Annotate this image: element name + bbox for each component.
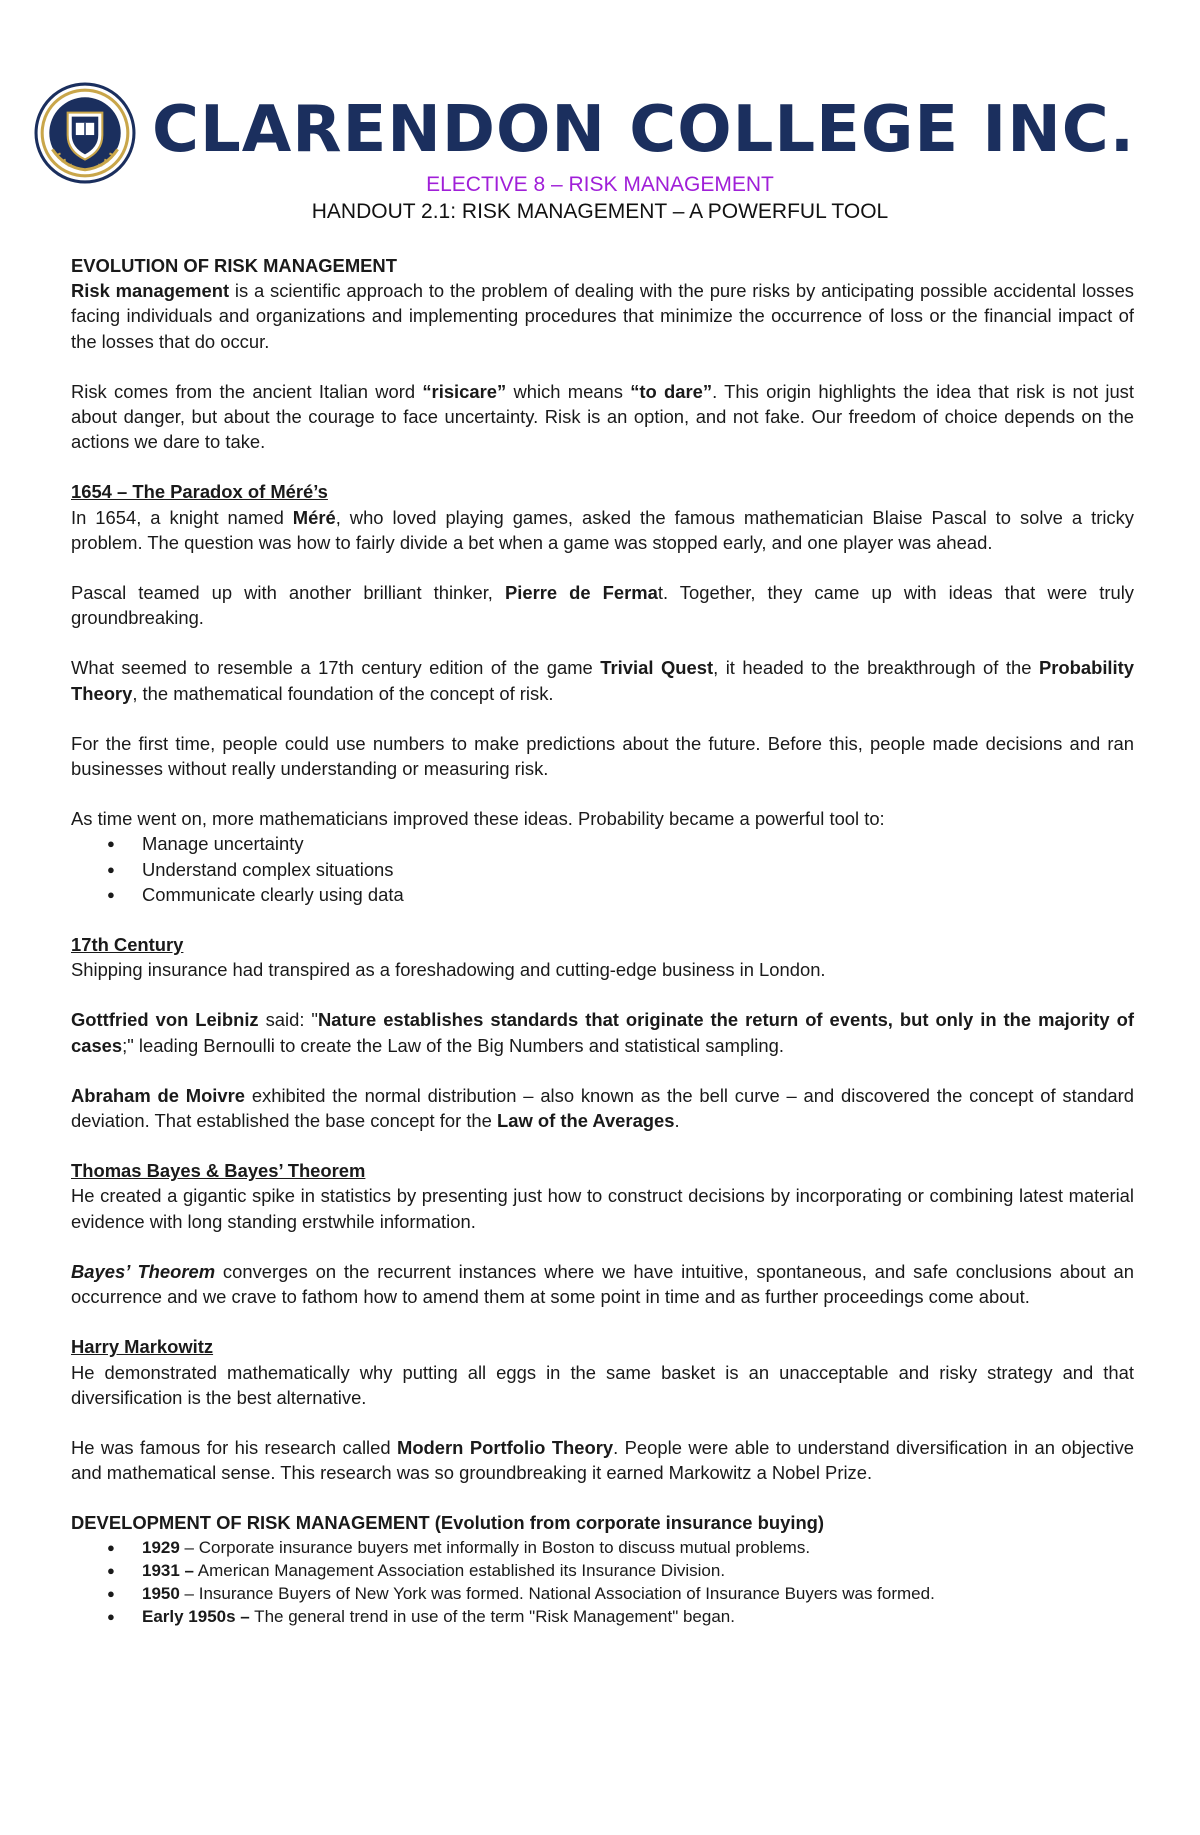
section-heading: Thomas Bayes & Bayes’ Theorem: [71, 1160, 366, 1182]
paragraph: [71, 1007, 1134, 1057]
section-heading: DEVELOPMENT OF RISK MANAGEMENT (Evolution from corporate insurance buying): [71, 1512, 825, 1534]
term-probability-theory: Probability Theory: [71, 657, 1135, 704]
term-risk-management: Risk management: [71, 280, 230, 302]
section-heading: EVOLUTION OF RISK MANAGEMENT: [71, 255, 397, 276]
paragraph: [71, 1435, 1134, 1485]
paragraph: [71, 379, 1134, 455]
text-run: . People were able to understand diversification in an objective and mathematical sense. This research was so groundbreaking it earned Markowitz a Nobel Prize.: [71, 1436, 1134, 1484]
text-run: .: [674, 1110, 680, 1132]
text-run: t. Together, they came up with ideas that were truly groundbreaking.: [71, 582, 1134, 629]
paragraph: He demonstrated mathematically why putting all eggs in the same basket is an unacceptable and risky strategy and that diversification is the best alternative.: [71, 1361, 1134, 1408]
paragraph: He created a gigantic spike in statistics by presenting just how to construct decisions by incorporating or combining latest material evidence with long standing erstwhile information.: [71, 1185, 1134, 1232]
term-trivial-quest: Trivial Quest: [600, 657, 714, 679]
quote-leibniz: Nature establishes standards that originate the return of events, but only in the majority of cases: [71, 1009, 1134, 1056]
paragraph: [71, 580, 1134, 630]
text-run: Pascal teamed up with another brilliant thinker,: [71, 582, 505, 604]
timeline-text: The general trend in use of the term "Risk Management" began.: [249, 1606, 735, 1626]
term-to-dare: “to dare”: [630, 380, 713, 402]
text-run: ;" leading Bernoulli to create the Law of the Big Numbers and statistical sampling.: [122, 1034, 784, 1056]
paragraph: [71, 1083, 1134, 1133]
section-heading: 17th Century: [71, 934, 184, 956]
bullet-list: [71, 831, 1134, 907]
name-leibniz: Gottfried von Leibniz: [71, 1009, 259, 1031]
timeline-item: [71, 1559, 1134, 1582]
paragraph: As time went on, more mathematicians improved these ideas. Probability became a powerful tool to:: [71, 808, 885, 830]
list-item: ● Communicate clearly using data: [71, 882, 1134, 907]
term-risicare: “risicare”: [422, 380, 507, 402]
paragraph: [71, 278, 1134, 354]
text-run: . This origin highlights the idea that risk is not just about danger, but about the courage to face uncertainty. Risk is an option, and not fake. Our freedom of choice depends on the actions we dare to take.: [71, 380, 1134, 453]
text-run: He was famous for his research called: [71, 1436, 397, 1458]
college-seal-icon: [34, 82, 136, 184]
section-heading: 1654 – The Paradox of Méré’s: [71, 481, 328, 503]
college-header: [34, 78, 1174, 186]
text-run: which means: [506, 380, 631, 402]
text-run: Risk comes from the ancient Italian word: [71, 380, 423, 402]
text-run: In 1654, a knight named: [71, 506, 293, 528]
handout-titles: [0, 172, 1200, 226]
timeline-text: – Insurance Buyers of New York was formed. National Association of Insurance Buyers was formed.: [179, 1583, 935, 1603]
term-modern-portfolio-theory: Modern Portfolio Theory: [397, 1436, 614, 1458]
text-run: is a scientific approach to the problem of dealing with the pure risks by anticipating possible accidental losses facing individuals and organizations and implementing procedures that minimize the occurrence of loss or the financial impact of the losses that do occur.: [71, 280, 1134, 352]
timeline-year: 1950: [142, 1583, 180, 1603]
timeline-item: [71, 1582, 1134, 1605]
name-mere: Méré: [292, 506, 336, 528]
section-heading: Harry Markowitz: [71, 1336, 214, 1358]
timeline-year: 1931 –: [142, 1560, 194, 1580]
term-bayes-theorem: Bayes’ Theorem: [71, 1260, 216, 1282]
paragraph: [71, 505, 1134, 555]
paragraph: Shipping insurance had transpired as a foreshadowing and cutting-edge business in London.: [71, 959, 826, 981]
text-run: , it headed to the breakthrough of the: [713, 657, 1039, 679]
handout-body: [71, 253, 1134, 1628]
text-run: exhibited the normal distribution – also known as the bell curve – and discovered the concept of standard deviation. That established the base concept for the: [71, 1084, 1134, 1132]
timeline-year: Early 1950s –: [142, 1606, 250, 1626]
college-name: CLARENDON COLLEGE INC.: [152, 93, 1136, 167]
timeline-text: American Management Association established its Insurance Division.: [194, 1560, 726, 1580]
text-run: said: ": [258, 1009, 318, 1031]
paragraph: [71, 1259, 1134, 1309]
paragraph: [71, 655, 1134, 705]
timeline-item: [71, 1605, 1134, 1628]
list-item: ● Understand complex situations: [71, 857, 1134, 882]
timeline-item: [71, 1536, 1134, 1559]
text-run: converges on the recurrent instances where we have intuitive, spontaneous, and safe conclusions about an occurrence and we crave to fathom how to amend them at some point in time and as further proceedings come about.: [71, 1260, 1134, 1308]
list-item: ● Manage uncertainty: [71, 831, 1134, 856]
term-law-of-averages: Law of the Averages: [497, 1110, 675, 1132]
handout-title: HANDOUT 2.1: RISK MANAGEMENT – A POWERFUL TOOL: [311, 200, 889, 223]
text-run: , who loved playing games, asked the famous mathematician Blaise Pascal to solve a tricky problem. The question was how to fairly divide a bet when a game was stopped early, and one player was ahead.: [71, 506, 1134, 553]
name-de-moivre: Abraham de Moivre: [71, 1084, 246, 1106]
timeline-list: [71, 1536, 1134, 1628]
timeline-text: – Corporate insurance buyers met informally in Boston to discuss mutual problems.: [179, 1537, 811, 1557]
text-run: , the mathematical foundation of the concept of risk.: [132, 682, 554, 704]
course-title: ELECTIVE 8 – RISK MANAGEMENT: [426, 173, 774, 196]
text-run: What seemed to resemble a 17th century edition of the game: [71, 657, 601, 679]
timeline-year: 1929: [142, 1537, 180, 1557]
paragraph: For the first time, people could use numbers to make predictions about the future. Before this, people made decisions and ran businesses without really understanding or measuring risk.: [71, 732, 1134, 780]
name-fermat: Pierre de Ferma: [504, 582, 658, 604]
